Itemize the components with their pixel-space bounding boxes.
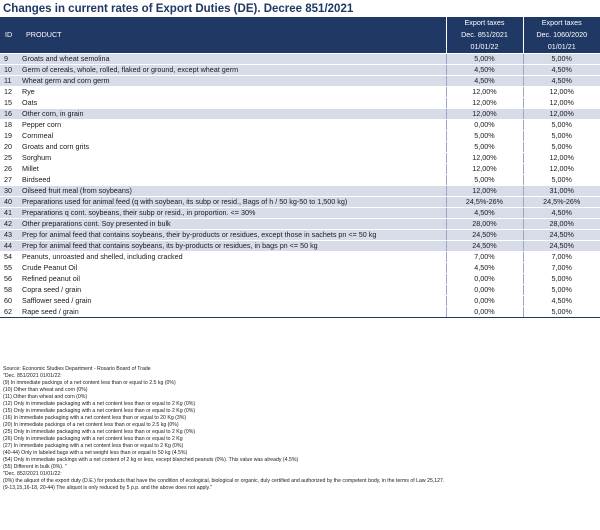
row-product: Prep for animal feed that contains soybeans, their by-products or residues, except those in sachets pn <= 50 kg [21,230,446,241]
table-row [0,54,600,65]
row-product: Wheat germ and corn germ [21,76,446,87]
row-rate-2021: 24,50% [523,230,600,241]
table-row [0,164,600,175]
row-id: 55 [0,263,21,274]
footnote-line: (0%) the aliquot of the export duty (D.E.) for products that have the condition of ecological, biological or organic, duly certified and authorized by the competent body, in the terms of Law 25,127. [3,478,445,484]
table-row [0,153,600,164]
row-rate-2022: 4,50% [446,76,523,87]
row-product: Rye [21,87,446,98]
row-rate-2022: 0,00% [446,120,523,131]
table-body [0,54,600,318]
table-row [0,285,600,296]
row-product: Prep for animal feed that contains soybeans, its by-products or residues, in bags pn <= 50 kg [21,241,446,252]
row-rate-2021: 5,00% [523,285,600,296]
row-product: Safflower seed / grain [21,296,446,307]
table-row [0,241,600,252]
row-id: 12 [0,87,21,98]
footnote-line: (10) Other than wheat and corn (0%) [3,387,88,393]
row-rate-2022: 4,50% [446,208,523,219]
footnote-line: (11) Other than wheat and corn (0%) [3,394,88,400]
row-product: Sorghum [21,153,446,164]
row-id: 56 [0,274,21,285]
row-id: 25 [0,153,21,164]
row-id: 15 [0,98,21,109]
footnote-line: (16) In immediate packaging with a net content less than or equal to 20 Kg (3%) [3,415,187,421]
row-rate-2021: 12,00% [523,109,600,120]
row-id: 9 [0,54,21,65]
footnote-line: (20) In immediate packings of a net content less than or equal to 2.5 kg (0%) [3,422,179,428]
footnotes [3,366,599,492]
row-rate-2022: 12,00% [446,109,523,120]
header-col-b-line2: Dec. 1060/2020 [523,29,600,41]
footnote-line: (15) Only in immediate packaging with a net content less than or equal to 2 Kg (0%) [3,408,196,414]
row-product: Other corn, in grain [21,109,446,120]
footnote-line: (9) In immediate packings of a net content less than or equal to 2.5 kg (0%) [3,380,176,386]
row-rate-2021: 12,00% [523,87,600,98]
row-rate-2022: 24,5%-26% [446,197,523,208]
header-blank [0,41,21,54]
row-rate-2022: 5,00% [446,131,523,142]
row-rate-2021: 5,00% [523,131,600,142]
header-col-b-line1: Export taxes [523,17,600,29]
row-rate-2022: 4,50% [446,263,523,274]
row-rate-2021: 7,00% [523,252,600,263]
row-rate-2021: 12,00% [523,164,600,175]
row-id: 10 [0,65,21,76]
table-row [0,76,600,87]
row-product: Groats and corn grits [21,142,446,153]
row-product: Oats [21,98,446,109]
table-row [0,98,600,109]
footnote-line: (27) In immediate packaging with a net content less than or equal to 2 Kg (0%) [3,443,184,449]
row-rate-2022: 5,00% [446,175,523,186]
page-title: Changes in current rates of Export Duties (DE). Decree 851/2021 [3,3,354,15]
table-row [0,296,600,307]
table-row [0,120,600,131]
header-col-a-line1: Export taxes [446,17,523,29]
table-header [0,17,600,54]
row-product: Cornmeal [21,131,446,142]
row-rate-2022: 24,50% [446,241,523,252]
table-row [0,186,600,197]
footnote-line: (26) Only in immediate packaging with a net content less than or equal to 2 Kg [3,436,183,442]
source-note: Source: Economic Studies Department - Rosario Board of Trade [3,366,151,372]
table-row [0,65,600,76]
row-id: 42 [0,219,21,230]
footnote-line: (25) Only in immediate packaging with a net content less than or equal to 2 Kg (0%) [3,429,196,435]
row-product: Copra seed / grain [21,285,446,296]
row-id: 54 [0,252,21,263]
row-rate-2022: 28,00% [446,219,523,230]
row-rate-2022: 12,00% [446,98,523,109]
row-rate-2022: 5,00% [446,142,523,153]
table-row [0,208,600,219]
row-id: 58 [0,285,21,296]
row-rate-2021: 4,50% [523,65,600,76]
row-rate-2021: 5,00% [523,142,600,153]
header-col-a-line3: 01/01/22 [446,41,523,54]
row-rate-2022: 7,00% [446,252,523,263]
table-row [0,131,600,142]
row-rate-2021: 24,5%-26% [523,197,600,208]
table-row [0,274,600,285]
table-row [0,142,600,153]
table-row [0,230,600,241]
footnote-line: (55) Different in bulk (0%). " [3,464,67,470]
row-product: Pepper corn [21,120,446,131]
row-id: 11 [0,76,21,87]
row-rate-2021: 5,00% [523,175,600,186]
row-rate-2021: 12,00% [523,153,600,164]
row-product: Birdseed [21,175,446,186]
table-row [0,197,600,208]
row-rate-2022: 12,00% [446,87,523,98]
footnote-line: "Dec. 851/2021 01/01/22: [3,373,62,379]
footnote-line: (9-13,15,16-18, 20-44) The aliquot is only reduced by 5 p.p. and the above does not apply." [3,485,213,491]
table-row [0,307,600,318]
row-rate-2021: 24,50% [523,241,600,252]
row-rate-2021: 12,00% [523,98,600,109]
header-blank [0,17,21,29]
row-rate-2021: 4,50% [523,76,600,87]
row-rate-2022: 12,00% [446,164,523,175]
row-rate-2021: 5,00% [523,54,600,65]
row-id: 16 [0,109,21,120]
row-rate-2022: 0,00% [446,307,523,318]
row-rate-2021: 5,00% [523,274,600,285]
row-product: Peanuts, unroasted and shelled, including cracked [21,252,446,263]
table-row [0,263,600,274]
row-product: Crude Peanut Oil [21,263,446,274]
row-id: 30 [0,186,21,197]
row-product: Millet [21,164,446,175]
export-duties-table [0,17,600,318]
table-row [0,219,600,230]
table-row [0,87,600,98]
row-rate-2022: 12,00% [446,186,523,197]
row-rate-2021: 7,00% [523,263,600,274]
row-product: Other preparations cont. Soy presented in bulk [21,219,446,230]
row-id: 20 [0,142,21,153]
table-row [0,252,600,263]
row-product: Preparations q cont. soybeans, their subp or resid., in proportion. <= 30% [21,208,446,219]
row-id: 44 [0,241,21,252]
row-id: 19 [0,131,21,142]
footnote-line: (40-44) Only in labeled bags with a net weight less than or equal to 50 kg (4.5%) [3,450,188,456]
row-rate-2021: 5,00% [523,307,600,318]
row-id: 27 [0,175,21,186]
header-col-a-line2: Dec. 851/2021 [446,29,523,41]
footnote-line: (54) Only in immediate packings with a net content of 2 kg or less, except blanched peanuts (0%). This value was already (4.5%) [3,457,299,463]
row-rate-2022: 4,50% [446,65,523,76]
table-row [0,175,600,186]
header-product: PRODUCT [21,29,446,41]
row-id: 62 [0,307,21,318]
row-id: 18 [0,120,21,131]
header-blank [21,17,446,29]
row-product: Refined peanut oil [21,274,446,285]
row-id: 41 [0,208,21,219]
row-product: Germ of cereals, whole, rolled, flaked or ground, except wheat germ [21,65,446,76]
header-blank [21,41,446,54]
footnote-line: (12) Only in immediate packaging with a net content less than or equal to 2 Kg (0%) [3,401,196,407]
row-rate-2022: 0,00% [446,285,523,296]
row-rate-2021: 28,00% [523,219,600,230]
header-id: ID [0,29,21,41]
row-product: Oilseed fruit meal (from soybeans) [21,186,446,197]
footnote-line: "Dec. 852/2021 01/01/22: [3,471,62,477]
row-rate-2022: 24,50% [446,230,523,241]
row-product: Groats and wheat semolina [21,54,446,65]
row-id: 26 [0,164,21,175]
row-rate-2021: 4,50% [523,296,600,307]
row-id: 60 [0,296,21,307]
table-row [0,109,600,120]
row-product: Preparations used for animal feed (q with soybean, its subp or resid., Bags of h / 50 kg-50 to 1,500 kg) [21,197,446,208]
row-rate-2022: 0,00% [446,274,523,285]
row-rate-2021: 5,00% [523,120,600,131]
row-rate-2021: 31,00% [523,186,600,197]
row-rate-2022: 12,00% [446,153,523,164]
row-product: Rape seed / grain [21,307,446,318]
row-id: 40 [0,197,21,208]
row-rate-2021: 4,50% [523,208,600,219]
row-rate-2022: 0,00% [446,296,523,307]
row-id: 43 [0,230,21,241]
header-col-b-line3: 01/01/21 [523,41,600,54]
row-rate-2022: 5,00% [446,54,523,65]
